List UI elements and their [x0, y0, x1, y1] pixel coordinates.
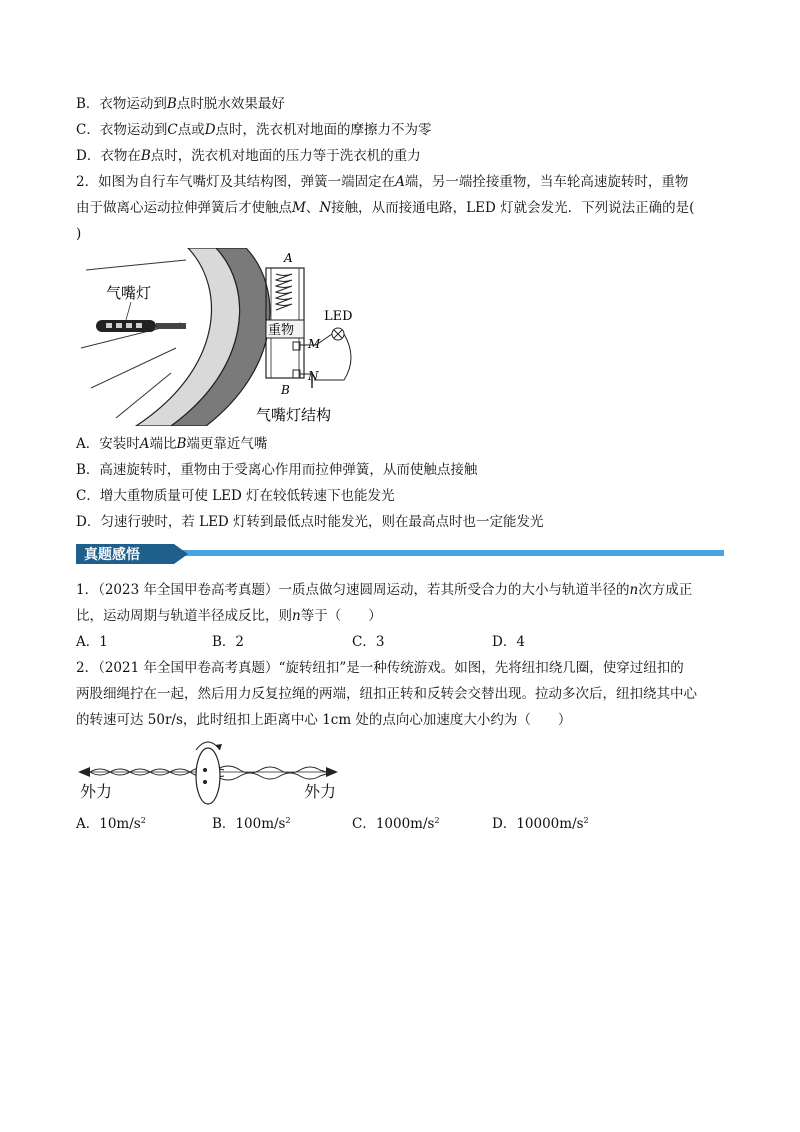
r1-option-b: B．2 — [212, 634, 245, 650]
point-label: B — [176, 436, 187, 452]
option-text: A．安装时 — [76, 436, 140, 452]
q2-stem-line2 — [76, 198, 694, 218]
q2-option-a — [76, 434, 267, 454]
option-text: B．衣物运动到 — [76, 96, 167, 112]
r2-option-c — [352, 814, 440, 834]
point-label: N — [319, 200, 332, 216]
r2-option-a — [76, 814, 146, 834]
option-text: 端比 — [149, 436, 177, 452]
stem-text: 由于做离心运动拉伸弹簧后才使触点 — [76, 200, 292, 216]
spring — [276, 274, 292, 310]
led-label: LED — [324, 309, 353, 324]
r1-option-c: C．3 — [352, 634, 385, 650]
point-n-label: N — [308, 369, 319, 383]
superscript: 2 — [140, 816, 146, 825]
force-label-left: 外力 — [80, 782, 113, 801]
option-text: C．衣物运动到 — [76, 122, 168, 138]
valve-stem — [156, 323, 186, 329]
stem-text: 比，运动周期与轨道半径成反比，则 — [76, 608, 292, 624]
q2-option-c: C．增大重物质量可使 LED 灯在较低转速下也能发光 — [76, 488, 395, 504]
button-hole-bottom — [203, 780, 207, 784]
option-text: C．1000m/s — [352, 816, 435, 832]
prev-option-d — [76, 146, 421, 166]
r1-option-d: D．4 — [492, 634, 525, 650]
superscript: 2 — [434, 816, 440, 825]
r2-option-b — [212, 814, 291, 834]
stem-text: 1．（2023 年全国甲卷高考真题）一质点做匀速圆周运动，若其所受合力的大小与轨道半径的 — [76, 582, 630, 598]
section-title: 真题感悟 — [84, 547, 140, 563]
q2-stem-line1 — [76, 172, 688, 192]
stem-text: 次方成正 — [638, 582, 693, 598]
r1-stem-line2 — [76, 606, 382, 626]
r1-option-a: A．1 — [76, 634, 108, 650]
r2-stem-line3: 的转速可达 50r/s，此时纽扣上距离中心 1cm 处的点向心加速度大小约为（ ） — [76, 712, 572, 728]
superscript: 2 — [583, 816, 589, 825]
option-text: 点时，洗衣机对地面的摩擦力不为零 — [215, 122, 432, 138]
end-a-label: A — [284, 251, 293, 265]
point-label: B — [140, 148, 151, 164]
stem-text: 端，另一端拴接重物，当车轮高速旋转时，重物 — [404, 174, 689, 190]
r2-stem-line1: 2．（2021 年全国甲卷高考真题）“旋转纽扣”是一种传统游戏。如图，先将纽扣绕几圈，使穿过纽扣的 — [76, 660, 684, 676]
force-label-right: 外力 — [304, 782, 337, 801]
rotation-arrow-icon — [215, 744, 222, 750]
point-label: C — [167, 122, 178, 138]
button-disc — [196, 748, 220, 804]
end-b-label: B — [281, 383, 290, 397]
option-text: B．100m/s — [212, 816, 286, 832]
point-label: A — [395, 174, 405, 190]
twisted-string-right-b — [216, 773, 326, 780]
option-text: 点时，洗衣机对地面的压力等于洗衣机的重力 — [150, 148, 421, 164]
point-label: M — [292, 200, 306, 216]
point-label: D — [204, 122, 216, 138]
prev-option-c — [76, 120, 432, 140]
structure-caption: 气嘴灯结构 — [256, 406, 332, 424]
variable-n: n — [292, 608, 301, 624]
superscript: 2 — [285, 816, 291, 825]
prev-option-b — [76, 94, 285, 114]
q2-stem-line3 — [76, 224, 81, 244]
r1-stem-line1 — [76, 580, 692, 600]
stem-text: 2．如图为自行车气嘴灯及其结构图，弹簧一端固定在 — [76, 174, 396, 190]
stem-text: 、 — [305, 200, 320, 216]
weight-label: 重物 — [268, 323, 295, 338]
valve-light-figure — [76, 248, 376, 426]
point-label: A — [139, 436, 150, 452]
option-text: D．衣物在 — [76, 148, 141, 164]
q2-option-d: D．匀速行驶时，若 LED 灯转到最低点时能发光，则在最高点时也一定能发光 — [76, 514, 544, 530]
stem-text: 等于（ ） — [300, 608, 382, 624]
point-m-label: M — [308, 337, 321, 351]
q2-option-b: B．高速旋转时，重物由于受离心作用而拉伸弹簧，从而使触点接触 — [76, 462, 478, 478]
r2-stem-line2: 两股细绳拧在一起，然后用力反复拉绳的两端，纽扣正转和反转会交替出现。拉动多次后，纽扣绕其中心 — [76, 686, 697, 702]
button-hole-top — [203, 768, 207, 772]
option-text: 端更靠近气嘴 — [186, 436, 268, 452]
section-banner — [76, 544, 724, 564]
stem-text: 接触，从而接通电路，LED 灯就会发光．下列说法正确的是( — [331, 200, 695, 216]
option-text: 点或 — [177, 122, 205, 138]
structure-diagram — [256, 251, 353, 424]
option-text: A．10m/s — [76, 816, 141, 832]
option-text: D．10000m/s — [492, 816, 584, 832]
point-label: B — [166, 96, 177, 112]
arrow-left-icon — [78, 767, 90, 777]
variable-n: n — [629, 582, 639, 598]
option-text: 点时脱水效果最好 — [176, 96, 285, 112]
stem-text: ) — [76, 226, 82, 242]
valve-light-label: 气嘴灯 — [106, 284, 152, 302]
r2-option-d — [492, 814, 589, 834]
arrow-right-icon — [326, 767, 338, 777]
label-pointer — [126, 302, 131, 320]
